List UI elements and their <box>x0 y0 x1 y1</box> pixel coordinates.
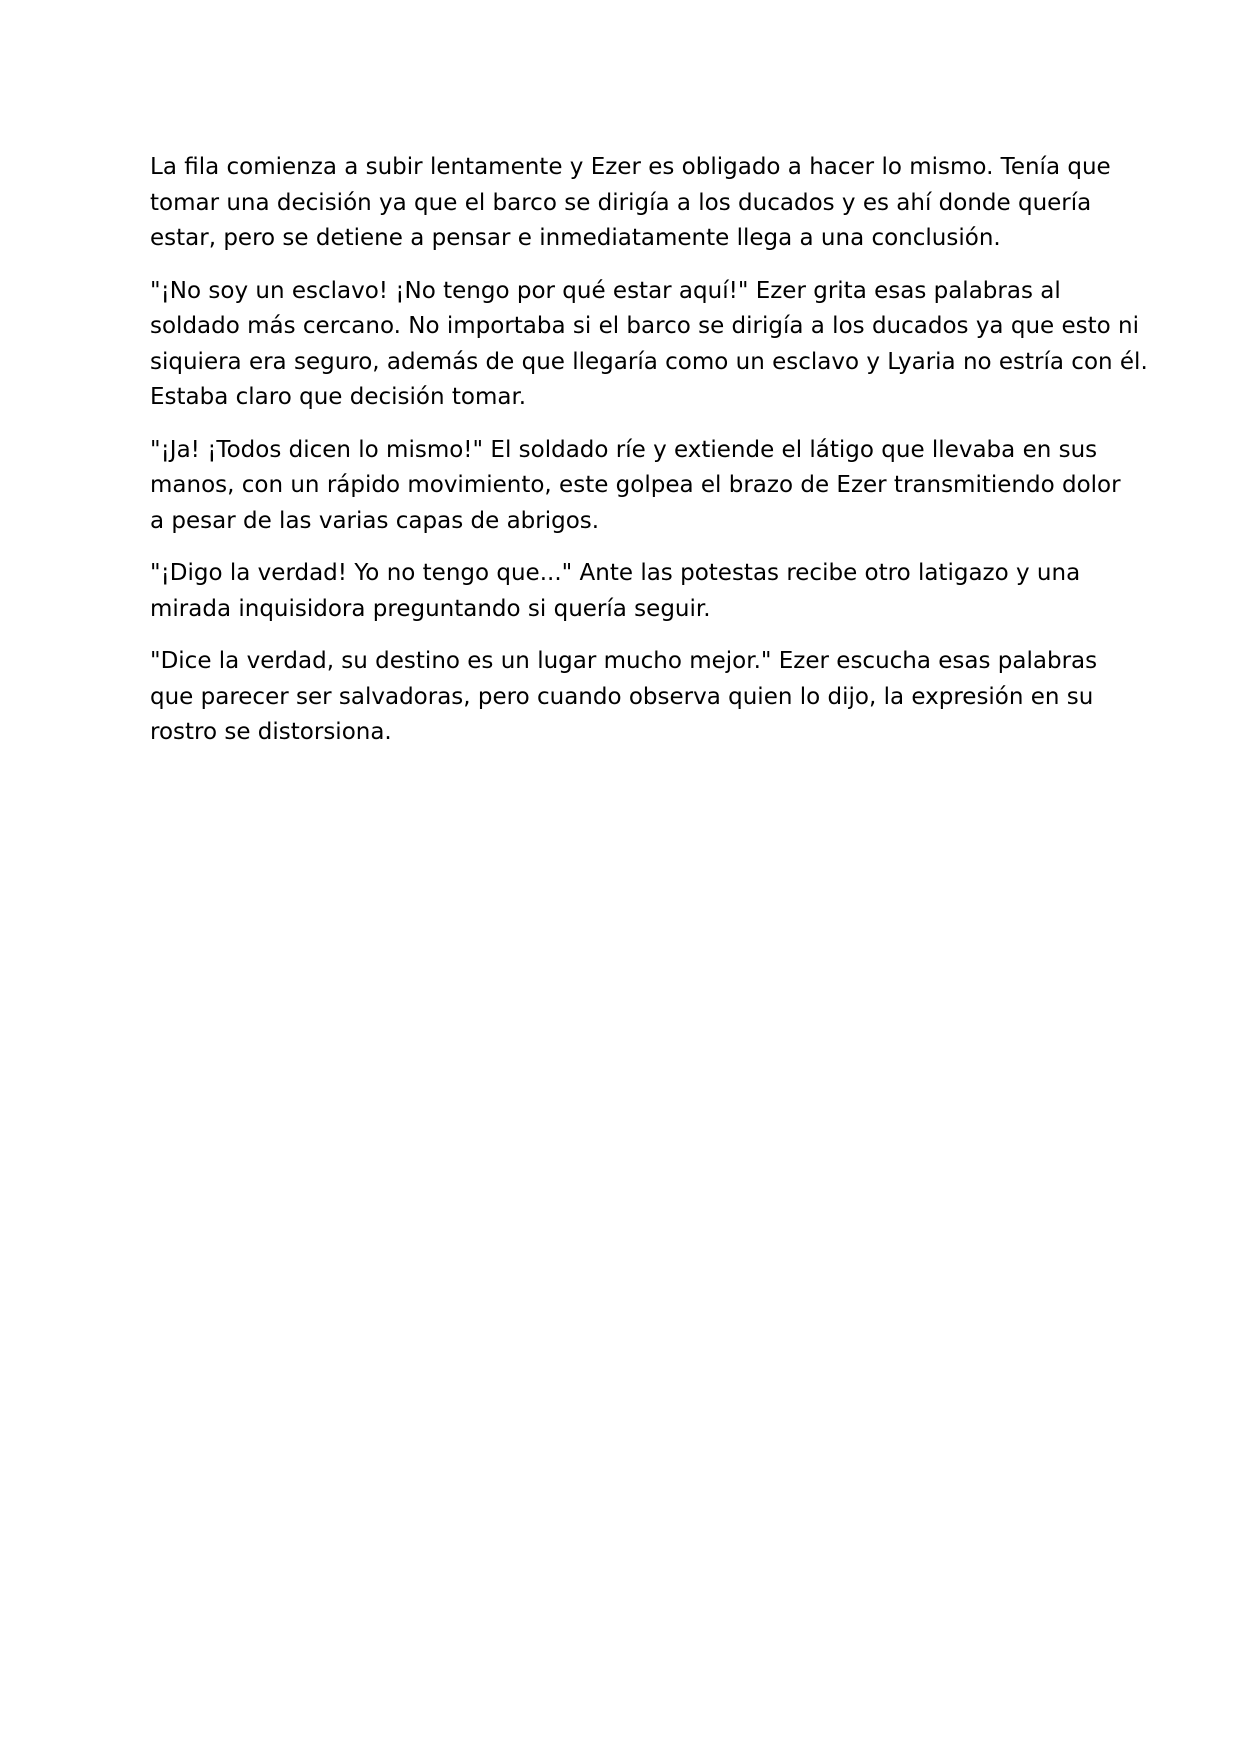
text-line: La fila comienza a subir lentamente y Ezer es obligado a hacer lo mismo. Tenía que <box>150 154 1111 180</box>
text-line: "¡Digo la verdad! Yo no tengo que..." Ante las potestas recibe otro latigazo y una <box>150 560 1081 586</box>
text-line: tomar una decisión ya que el barco se dirigía a los ducados y es ahí donde quería <box>150 189 1092 216</box>
paragraph-1 <box>150 150 1111 257</box>
paragraph-3 <box>150 433 1121 540</box>
text-line: mirada inquisidora preguntando si quería seguir. <box>150 595 711 622</box>
text-line: siquiera era seguro, además de que llegaría como un esclavo y Lyaria no estría con él. <box>150 348 1148 375</box>
paragraph-5 <box>150 644 1098 751</box>
text-line: a pesar de las varias capas de abrigos. <box>150 507 600 534</box>
text-line: soldado más cercano. No importaba si el barco se dirigía a los ducados ya que esto ni <box>150 313 1139 339</box>
text-line: "Dice la verdad, su destino es un lugar mucho mejor." Ezer escucha esas palabras <box>150 648 1098 674</box>
paragraph-4 <box>150 556 1090 627</box>
text-line: estar, pero se detiene a pensar e inmediatamente llega a una conclusión. <box>150 225 1001 251</box>
document-body <box>150 150 1148 768</box>
text-line: "¡Ja! ¡Todos dicen lo mismo!" El soldado ríe y extiende el látigo que llevaba en sus <box>150 436 1098 463</box>
text-line: que parecer ser salvadoras, pero cuando observa quien lo dijo, la expresión en su <box>150 683 1094 710</box>
text-line: Estaba claro que decisión tomar. <box>150 384 527 410</box>
text-line: "¡No soy un esclavo! ¡No tengo por qué estar aquí!" Ezer grita esas palabras al <box>150 277 1061 304</box>
paragraph-2 <box>150 274 1148 416</box>
text-line: rostro se distorsiona. <box>150 719 392 745</box>
text-line: manos, con un rápido movimiento, este golpea el brazo de Ezer transmitiendo dolor <box>150 472 1121 498</box>
